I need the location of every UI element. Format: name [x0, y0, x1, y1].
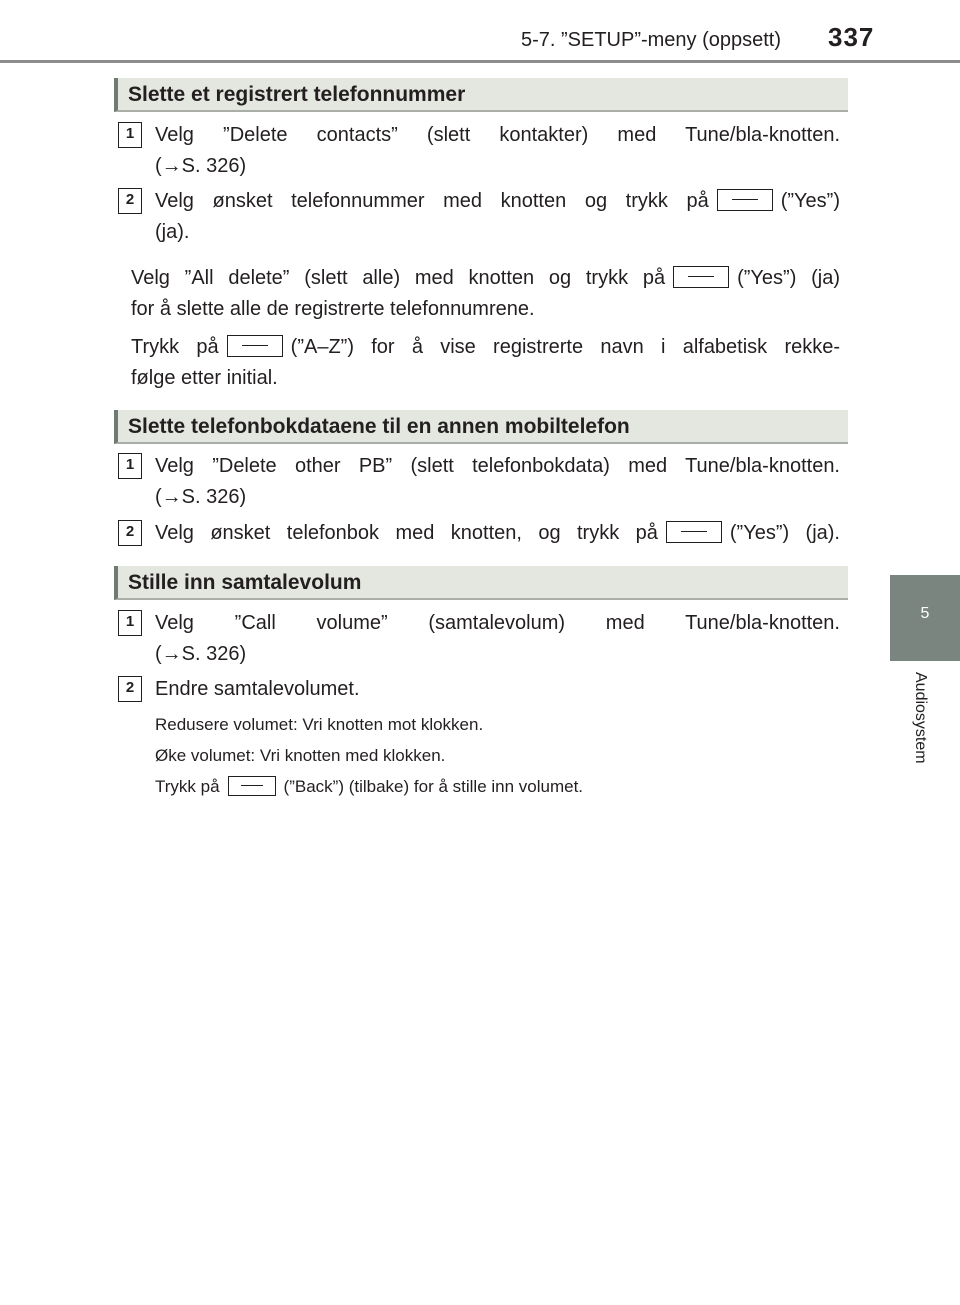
note-line-pre: Velg ”All delete” (slett alle) med knotten og trykk på [131, 267, 666, 289]
header-rule [0, 60, 960, 63]
step-number-badge: 1 [118, 610, 142, 636]
step-number-badge: 2 [118, 520, 142, 546]
step-line [155, 186, 840, 217]
step-line: Velg ”Delete other PB” (slett telefonbokdata) med Tune/bla-knotten. [155, 455, 840, 477]
step-line: Velg ”Call volume” (samtalevolum) med Tune/bla-knotten. [155, 612, 840, 634]
sub-note: Øke volumet: Vri knotten med klokken. [155, 746, 446, 765]
page-reference: (→S. 326) [155, 155, 247, 177]
page-reference: (→S. 326) [155, 643, 247, 665]
section-heading [114, 410, 848, 444]
step-line-post: (”Yes”) (ja). [729, 522, 840, 544]
note-line [131, 263, 840, 294]
step-line-pre: Velg ønsket telefonnummer med knotten og trykk på [155, 190, 709, 212]
step-text [155, 451, 840, 513]
note-line-pre: Trykk på [131, 336, 219, 358]
note-line: for å slette alle de registrerte telefonnumrene. [131, 298, 535, 320]
note-text [131, 332, 840, 394]
step-line: Endre samtalevolumet. [155, 678, 360, 700]
note-line-post: (”A–Z”) for å vise registrerte navn i alfabetisk rekke- [290, 336, 841, 358]
step-line: (ja). [155, 221, 190, 243]
a-z-button-icon [227, 335, 283, 357]
section-title: Stille inn samtalevolum [128, 571, 362, 594]
step-text [155, 120, 840, 182]
yes-button-icon [666, 521, 722, 543]
step-text [155, 518, 840, 549]
yes-button-icon [717, 189, 773, 211]
sub-note [155, 776, 583, 798]
sub-note: Redusere volumet: Vri knotten mot klokken. [155, 715, 484, 734]
step-number-badge: 2 [118, 676, 142, 702]
step-number-badge: 1 [118, 453, 142, 479]
note-text [131, 263, 840, 325]
chapter-number: 5 [920, 605, 930, 622]
section-heading [114, 566, 848, 600]
section-heading [114, 78, 848, 112]
chapter-tab [890, 575, 960, 661]
page-number: 337 [828, 22, 875, 52]
step-number-badge: 1 [118, 122, 142, 148]
note-line [131, 332, 840, 363]
step-line-post: (”Yes”) [780, 190, 840, 212]
back-button-icon [228, 776, 276, 796]
chapter-label: Audiosystem [912, 672, 929, 764]
step-line [155, 518, 840, 549]
step-text [155, 674, 840, 705]
step-text [155, 608, 840, 670]
step-line-pre: Velg ønsket telefonbok med knotten, og trykk på [155, 522, 658, 544]
sub-note-post: (”Back”) (tilbake) for å stille inn volumet. [283, 777, 584, 796]
page-reference: (→S. 326) [155, 486, 247, 508]
section-title: Slette telefonbokdataene til en annen mobiltelefon [128, 415, 630, 438]
yes-button-icon [673, 266, 729, 288]
note-line-post: (”Yes”) (ja) [737, 267, 840, 289]
sub-note-pre: Trykk på [155, 777, 220, 796]
section-title: Slette et registrert telefonnummer [128, 83, 466, 106]
note-line: følge etter initial. [131, 367, 278, 389]
step-number-badge: 2 [118, 188, 142, 214]
step-line: Velg ”Delete contacts” (slett kontakter) med Tune/bla-knotten. [155, 124, 840, 146]
chapter-title: 5-7. ”SETUP”-meny (oppsett) [520, 29, 782, 51]
step-text [155, 186, 840, 248]
